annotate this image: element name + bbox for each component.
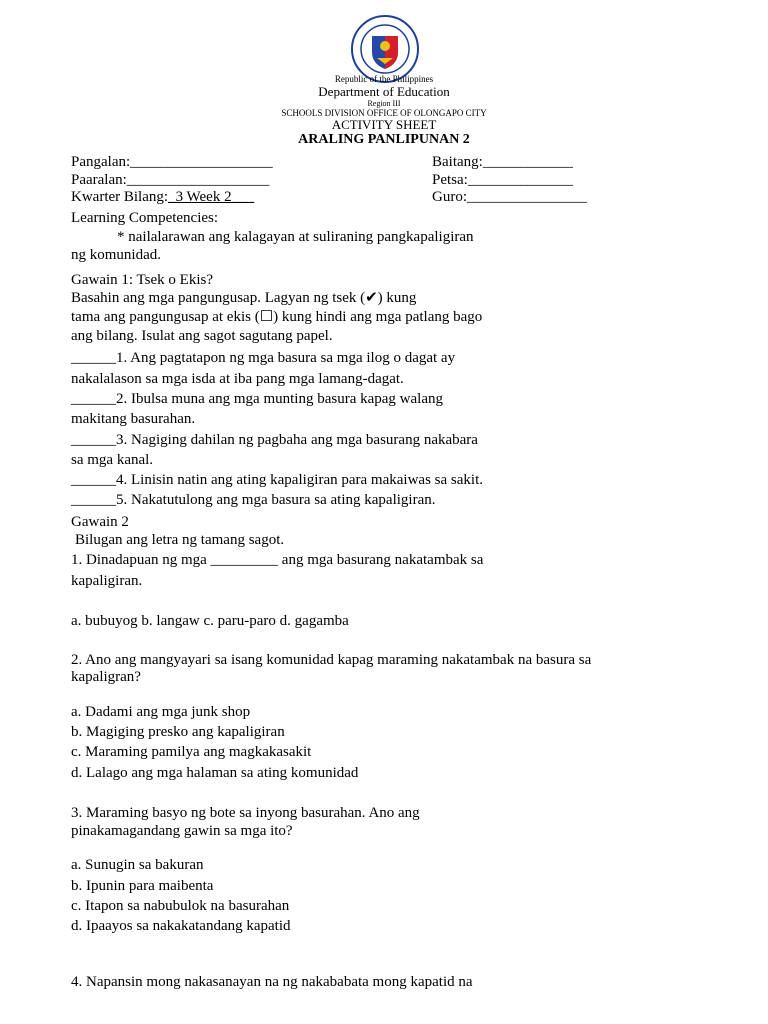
- question-3-choice-a: a. Sunugin sa bakuran: [71, 857, 204, 873]
- sheet-title: ACTIVITY SHEET: [331, 117, 437, 132]
- gawain1-item-line: ______5. Nakatutulong ang mga basura sa ating kapaligiran.: [71, 492, 436, 508]
- question-2-choice-c: c. Maraming pamilya ang magkakasakit: [71, 744, 312, 760]
- gawain1-instruction-2: tama ang pangungusap at ekis (☐) kung hindi ang mga patlang bago: [71, 309, 483, 325]
- question-1-line-1: 1. Dinadapuan ng mga _________ ang mga basurang nakatambak sa: [71, 552, 484, 568]
- kwarter-field: [71, 188, 254, 206]
- pangalan-field: Pangalan:___________________: [71, 154, 273, 170]
- gawain1-item-line: sa mga kanal.: [71, 452, 154, 468]
- gawain1-instruction-1: Basahin ang mga pangungusap. Lagyan ng tsek (✔) kung: [71, 290, 417, 306]
- question-2-choice-d: d. Lalago ang mga halaman sa ating komunidad: [71, 765, 359, 781]
- question-1-choices: a. bubuyog b. langaw c. paru-paro d. gagamba: [71, 613, 349, 629]
- question-3-choice-b: b. Ipunin para maibenta: [71, 878, 214, 894]
- gawain1-item-line: nakalalason sa mga isda at iba pang mga lamang-dagat.: [71, 371, 404, 387]
- question-3-line-2: pinakamagandang gawin sa mga ito?: [71, 823, 293, 839]
- competency-line-1: * nailalarawan ang kalagayan at suliraning pangkapaligiran: [117, 229, 474, 245]
- gawain1-item-line: ______1. Ang pagtatapon ng mga basura sa mga ilog o dagat ay: [71, 350, 456, 366]
- question-1-line-2: kapaligiran.: [71, 573, 143, 589]
- question-2-line-1: 2. Ano ang mangyayari sa isang komunidad kapag maraming nakatambak na basura sa: [71, 652, 592, 668]
- question-4-line-1: 4. Napansin mong nakasanayan na ng nakababata mong kapatid na: [71, 974, 473, 990]
- gawain2-instruction: Bilugan ang letra ng tamang sagot.: [75, 532, 285, 548]
- subject-title: ARALING PANLIPUNAN 2: [298, 132, 470, 147]
- kwarter-value: _3 Week 2___: [168, 189, 255, 205]
- gawain1-item-line: ______4. Linisin natin ang ating kapaligiran para makaiwas sa sakit.: [71, 472, 483, 488]
- region-text: Region III: [367, 99, 401, 108]
- question-3-line-1: 3. Maraming basyo ng bote sa inyong basurahan. Ano ang: [71, 805, 420, 821]
- republic-text: Republic of the Philippines: [334, 74, 434, 84]
- gawain1-item-line: ______3. Nagiging dahilan ng pagbaha ang mga basurang nakabara: [71, 432, 478, 448]
- question-2-line-2: kapaligran?: [71, 669, 141, 685]
- gawain2-title: Gawain 2: [71, 514, 129, 530]
- kwarter-label: Kwarter Bilang:: [71, 189, 169, 205]
- gawain1-item-line: makitang basurahan.: [71, 411, 196, 427]
- gawain1-instruction-3: ang bilang. Isulat ang sagot sagutang papel.: [71, 328, 333, 344]
- question-2-choice-b: b. Magiging presko ang kapaligiran: [71, 724, 285, 740]
- gawain1-item-line: ______2. Ibulsa muna ang mga munting basura kapag walang: [71, 391, 443, 407]
- petsa-field: Petsa:______________: [432, 172, 573, 188]
- question-3-choice-d: d. Ipaayos sa nakakatandang kapatid: [71, 918, 291, 934]
- paaralan-field: Paaralan:___________________: [71, 172, 270, 188]
- guro-field: Guro:________________: [432, 189, 587, 205]
- competencies-heading: Learning Competencies:: [71, 210, 219, 226]
- gawain1-title: Gawain 1: Tsek o Ekis?: [71, 272, 213, 288]
- department-text: Department of Education: [318, 84, 450, 99]
- question-3-choice-c: c. Itapon sa nabubulok na basurahan: [71, 898, 290, 914]
- division-text: SCHOOLS DIVISION OFFICE OF OLONGAPO CITY: [281, 108, 487, 118]
- competency-line-2: ng komunidad.: [71, 247, 161, 263]
- question-2-choice-a: a. Dadami ang mga junk shop: [71, 704, 251, 720]
- baitang-field: Baitang:____________: [432, 154, 573, 170]
